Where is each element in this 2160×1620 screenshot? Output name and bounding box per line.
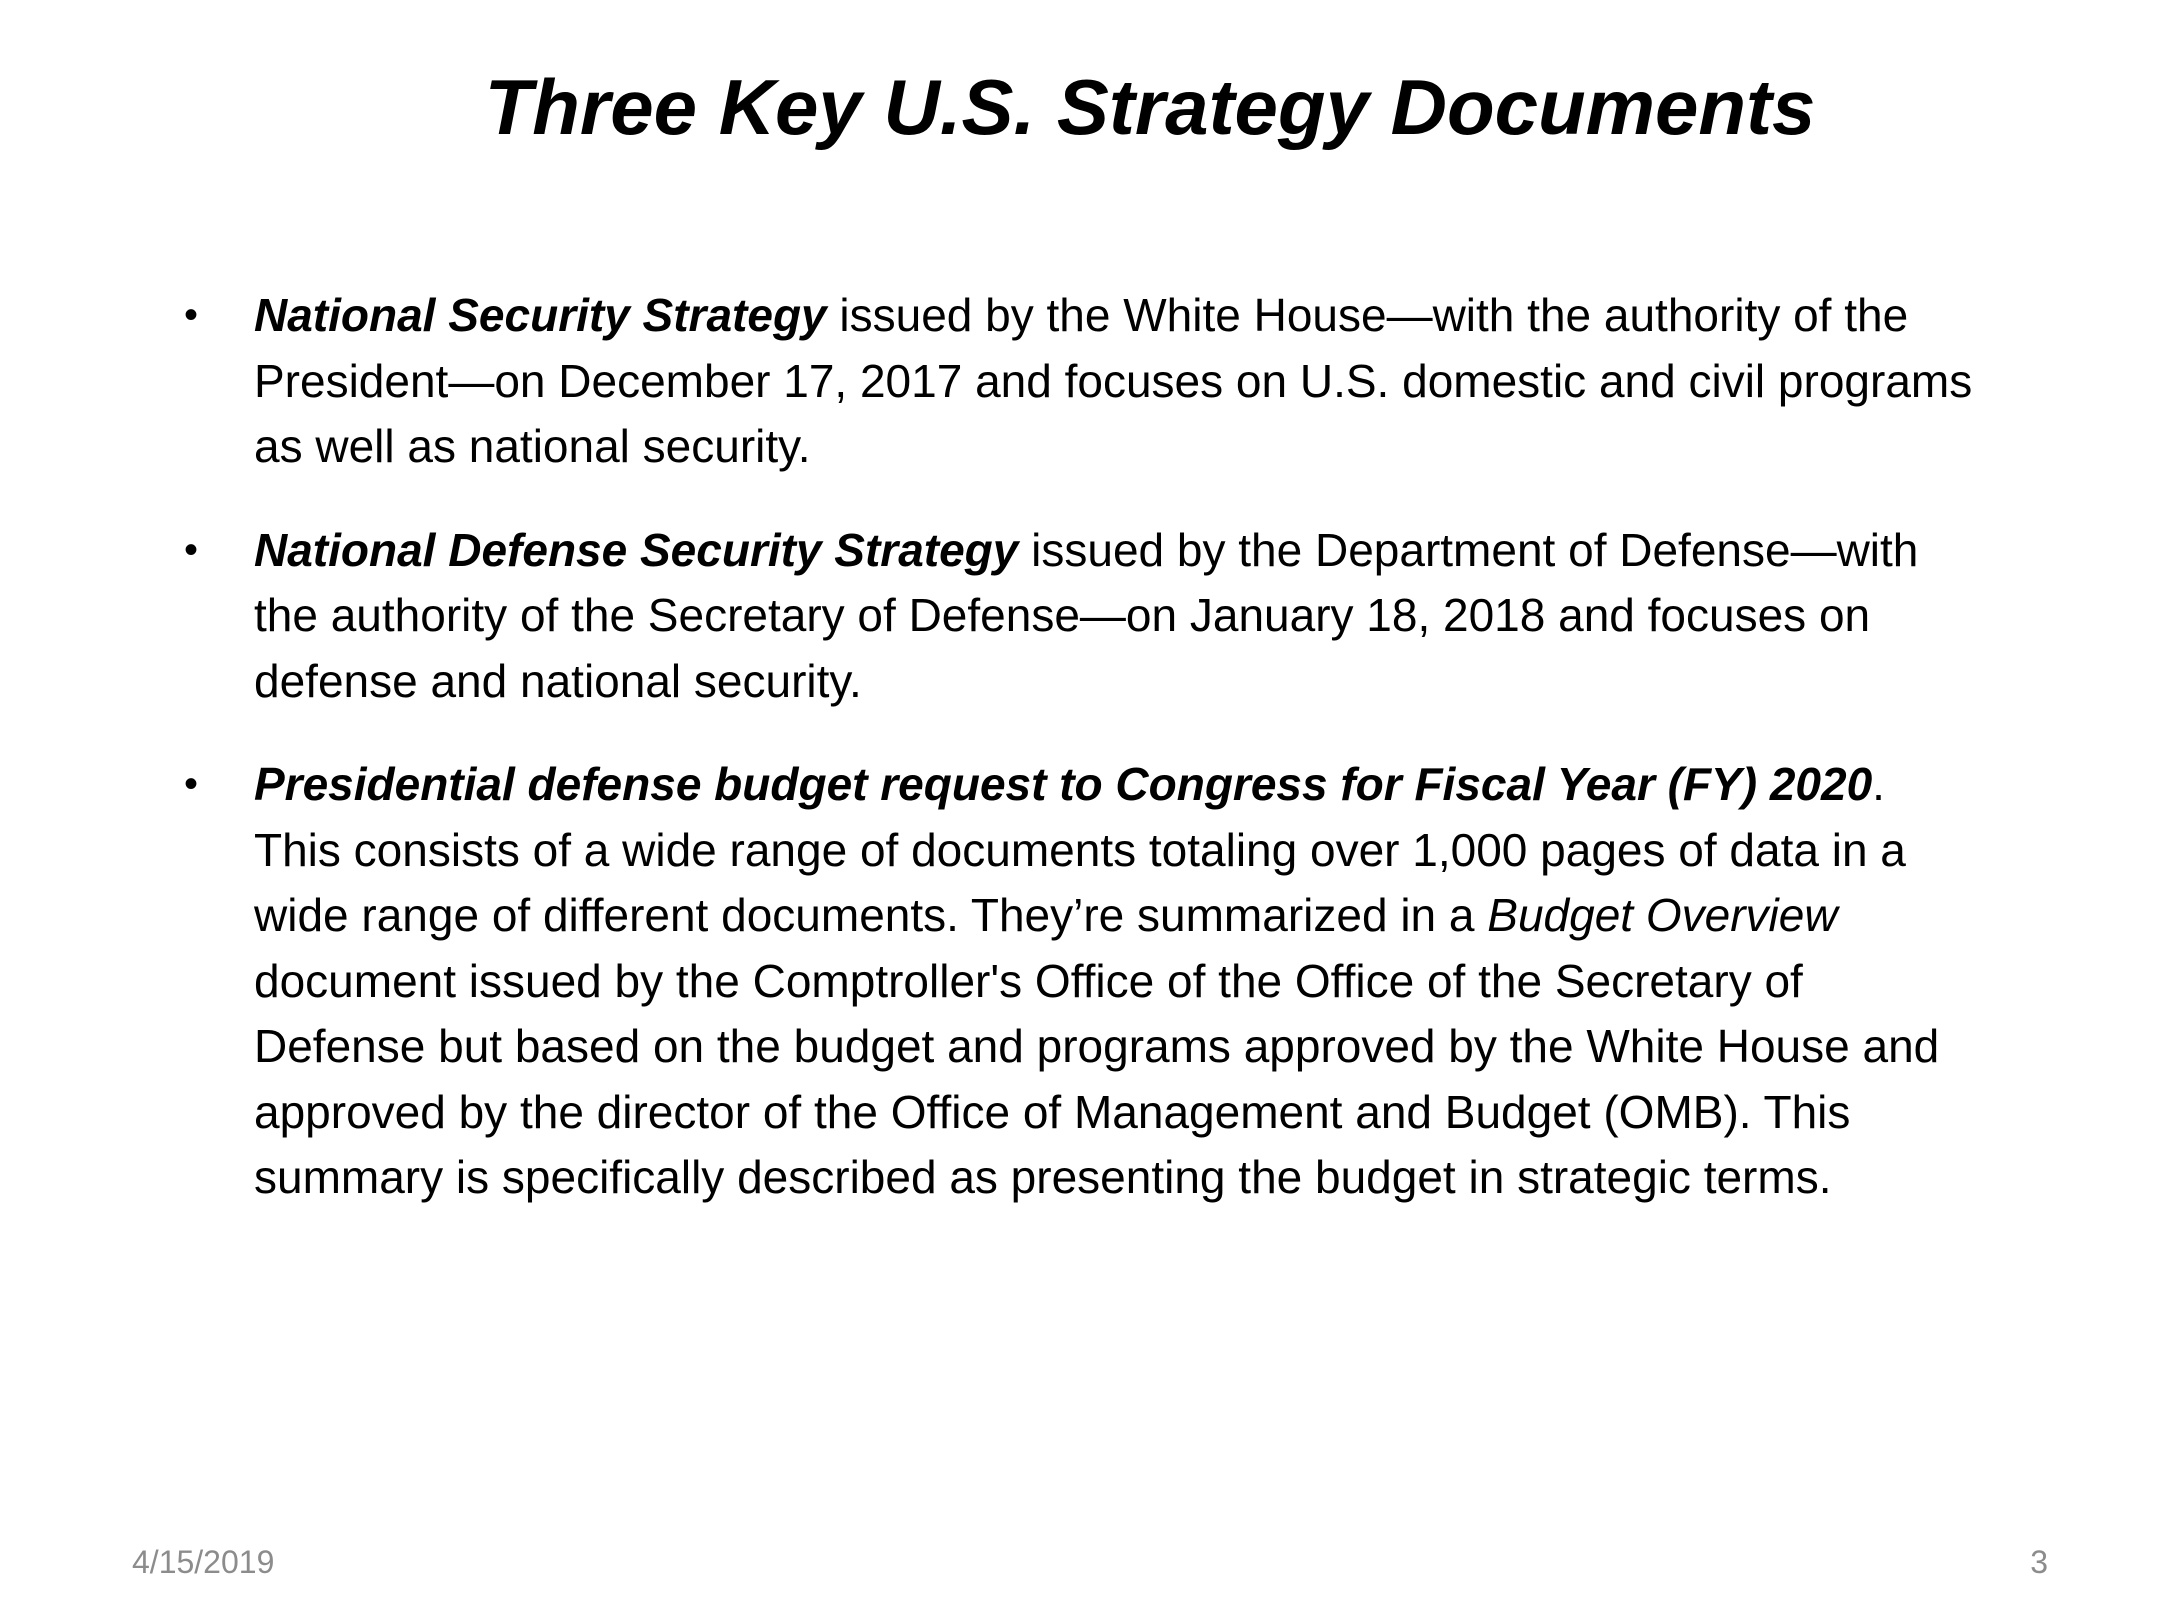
bullet-text-before: . This consists of a wide range of documents totaling over 1,000 pages of data in a wide range of different documents. They’re summarized in a [254, 758, 1906, 941]
bullet-dot: • [184, 527, 199, 572]
bullet-item-budget-request [0, 752, 2160, 1211]
bullet-text: issued by the White House—with the authority of the President—on December 17, 2017 and focuses on U.S. domestic and civil programs as well as national security. [254, 289, 1973, 472]
bullet-text-after: document issued by the Comptroller's Office of the Office of the Secretary of Defense but based on the budget and programs approved by the White House and approved by the director of the Office of Management and Budget (OMB). This summary is specifically described as presenting the budget in strategic terms. [254, 954, 1940, 1203]
bullet-dot: • [184, 762, 199, 806]
bullet-lead: National Security Strategy [254, 289, 827, 341]
footer-date: 4/15/2019 [132, 1544, 275, 1580]
budget-overview-title: Budget Overview [1487, 889, 1838, 941]
bullet-lead: Presidential defense budget request to Congress for Fiscal Year (FY) 2020 [254, 758, 1873, 810]
footer-page-number: 3 [2030, 1544, 2048, 1580]
bullet-item-national-defense-strategy [0, 518, 2160, 715]
bullet-list [0, 283, 2160, 1249]
bullet-dot: • [184, 293, 199, 337]
bullet-item-national-security-strategy [0, 283, 2160, 480]
bullet-lead: National Defense Security Strategy [254, 523, 1019, 576]
slide-title: Three Key U.S. Strategy Documents [484, 63, 1816, 151]
bullet-text: issued by the Department of Defense—with the authority of the Secretary of Defense—on January 18, 2018 and focuses on defense and national security. [254, 523, 1919, 707]
